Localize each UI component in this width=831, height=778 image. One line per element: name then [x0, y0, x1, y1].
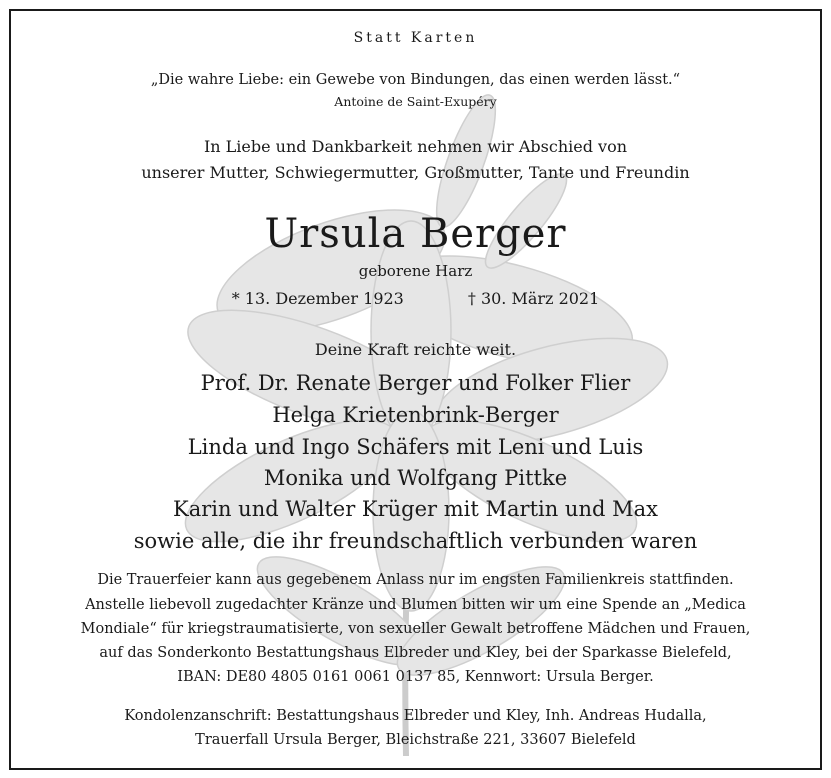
notice-line-3: Mondiale“ für kriegstraumatisierte, von sexueller Gewalt betroffene Mädchen und Frauen,	[80, 621, 751, 637]
condolence-line-1: Kondolenzanschrift: Bestattungshaus Elbreder und Kley, Inh. Andreas Hudalla,	[124, 708, 707, 724]
notice-line-1: Die Trauerfeier kann aus gegebenem Anlass nur im engsten Familienkreis stattfinden.	[97, 572, 734, 588]
family-line: Karin und Walter Krüger mit Martin und Max	[173, 497, 658, 521]
family-line: Helga Krietenbrink-Berger	[272, 403, 559, 427]
quote-text: „Die wahre Liebe: ein Gewebe von Bindungen, das einen werden lässt.“	[150, 72, 681, 88]
intro-line-2: unserer Mutter, Schwiegermutter, Großmutter, Tante und Freundin	[141, 163, 690, 182]
family-line: sowie alle, die ihr freundschaftlich verbunden waren	[133, 529, 698, 553]
obituary-card	[9, 9, 822, 770]
birth-name: geborene Harz	[358, 262, 473, 280]
notice-line-4: auf das Sonderkonto Bestattungshaus Elbreder und Kley, bei der Sparkasse Bielefeld,	[99, 645, 732, 661]
life-dates	[11, 291, 820, 307]
quote-author: Antoine de Saint-Exupéry	[334, 94, 497, 109]
death-date: † 30. März 2021	[467, 289, 600, 308]
family-line: Linda und Ingo Schäfers mit Leni und Luis	[187, 435, 644, 459]
birth-date: * 13. Dezember 1923	[231, 289, 404, 308]
family-line: Monika und Wolfgang Pittke	[263, 466, 568, 490]
intro-line-1: In Liebe und Dankbarkeit nehmen wir Abschied von	[203, 137, 628, 156]
notice-line-5: IBAN: DE80 4805 0161 0061 0137 85, Kennwort: Ursula Berger.	[177, 669, 654, 685]
motto: Deine Kraft reichte weit.	[314, 340, 517, 359]
family-line: Prof. Dr. Renate Berger und Folker Flier	[200, 371, 631, 395]
statt-karten-heading: Statt Karten	[353, 30, 478, 46]
condolence-line-2: Trauerfall Ursula Berger, Bleichstraße 221, 33607 Bielefeld	[195, 732, 636, 748]
notice-line-2: Anstelle liebevoll zugedachter Kränze und Blumen bitten wir um eine Spende an „Medica	[85, 597, 746, 613]
deceased-name: Ursula Berger	[264, 211, 567, 257]
